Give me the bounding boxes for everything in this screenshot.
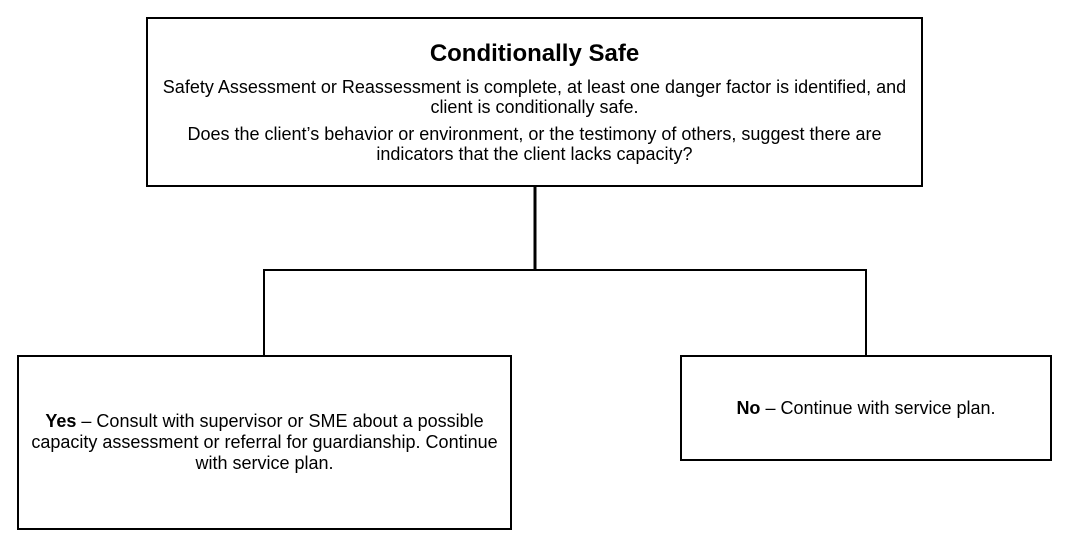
- conditionally-safe-box: [146, 17, 923, 187]
- no-branch-box: [680, 355, 1052, 461]
- no-branch-text: [736, 398, 995, 419]
- yes-label: Yes: [45, 411, 77, 431]
- no-label: No: [736, 397, 761, 418]
- box-title: Conditionally Safe: [429, 40, 640, 67]
- yes-branch-text: [31, 411, 498, 474]
- capacity-question: Does the client’s behavior or environment, or the testimony of others, suggest there are indicators that the client lacks capacity?: [187, 124, 882, 164]
- assessment-description: Safety Assessment or Reassessment is complete, at least one danger factor is identified, and client is conditionally safe.: [162, 77, 907, 117]
- yes-description: – Consult with supervisor or SME about a possible capacity assessment or referral for guardianship. Continue with service plan.: [31, 411, 498, 473]
- no-description: – Continue with service plan.: [760, 397, 996, 418]
- yes-branch-box: [17, 355, 512, 530]
